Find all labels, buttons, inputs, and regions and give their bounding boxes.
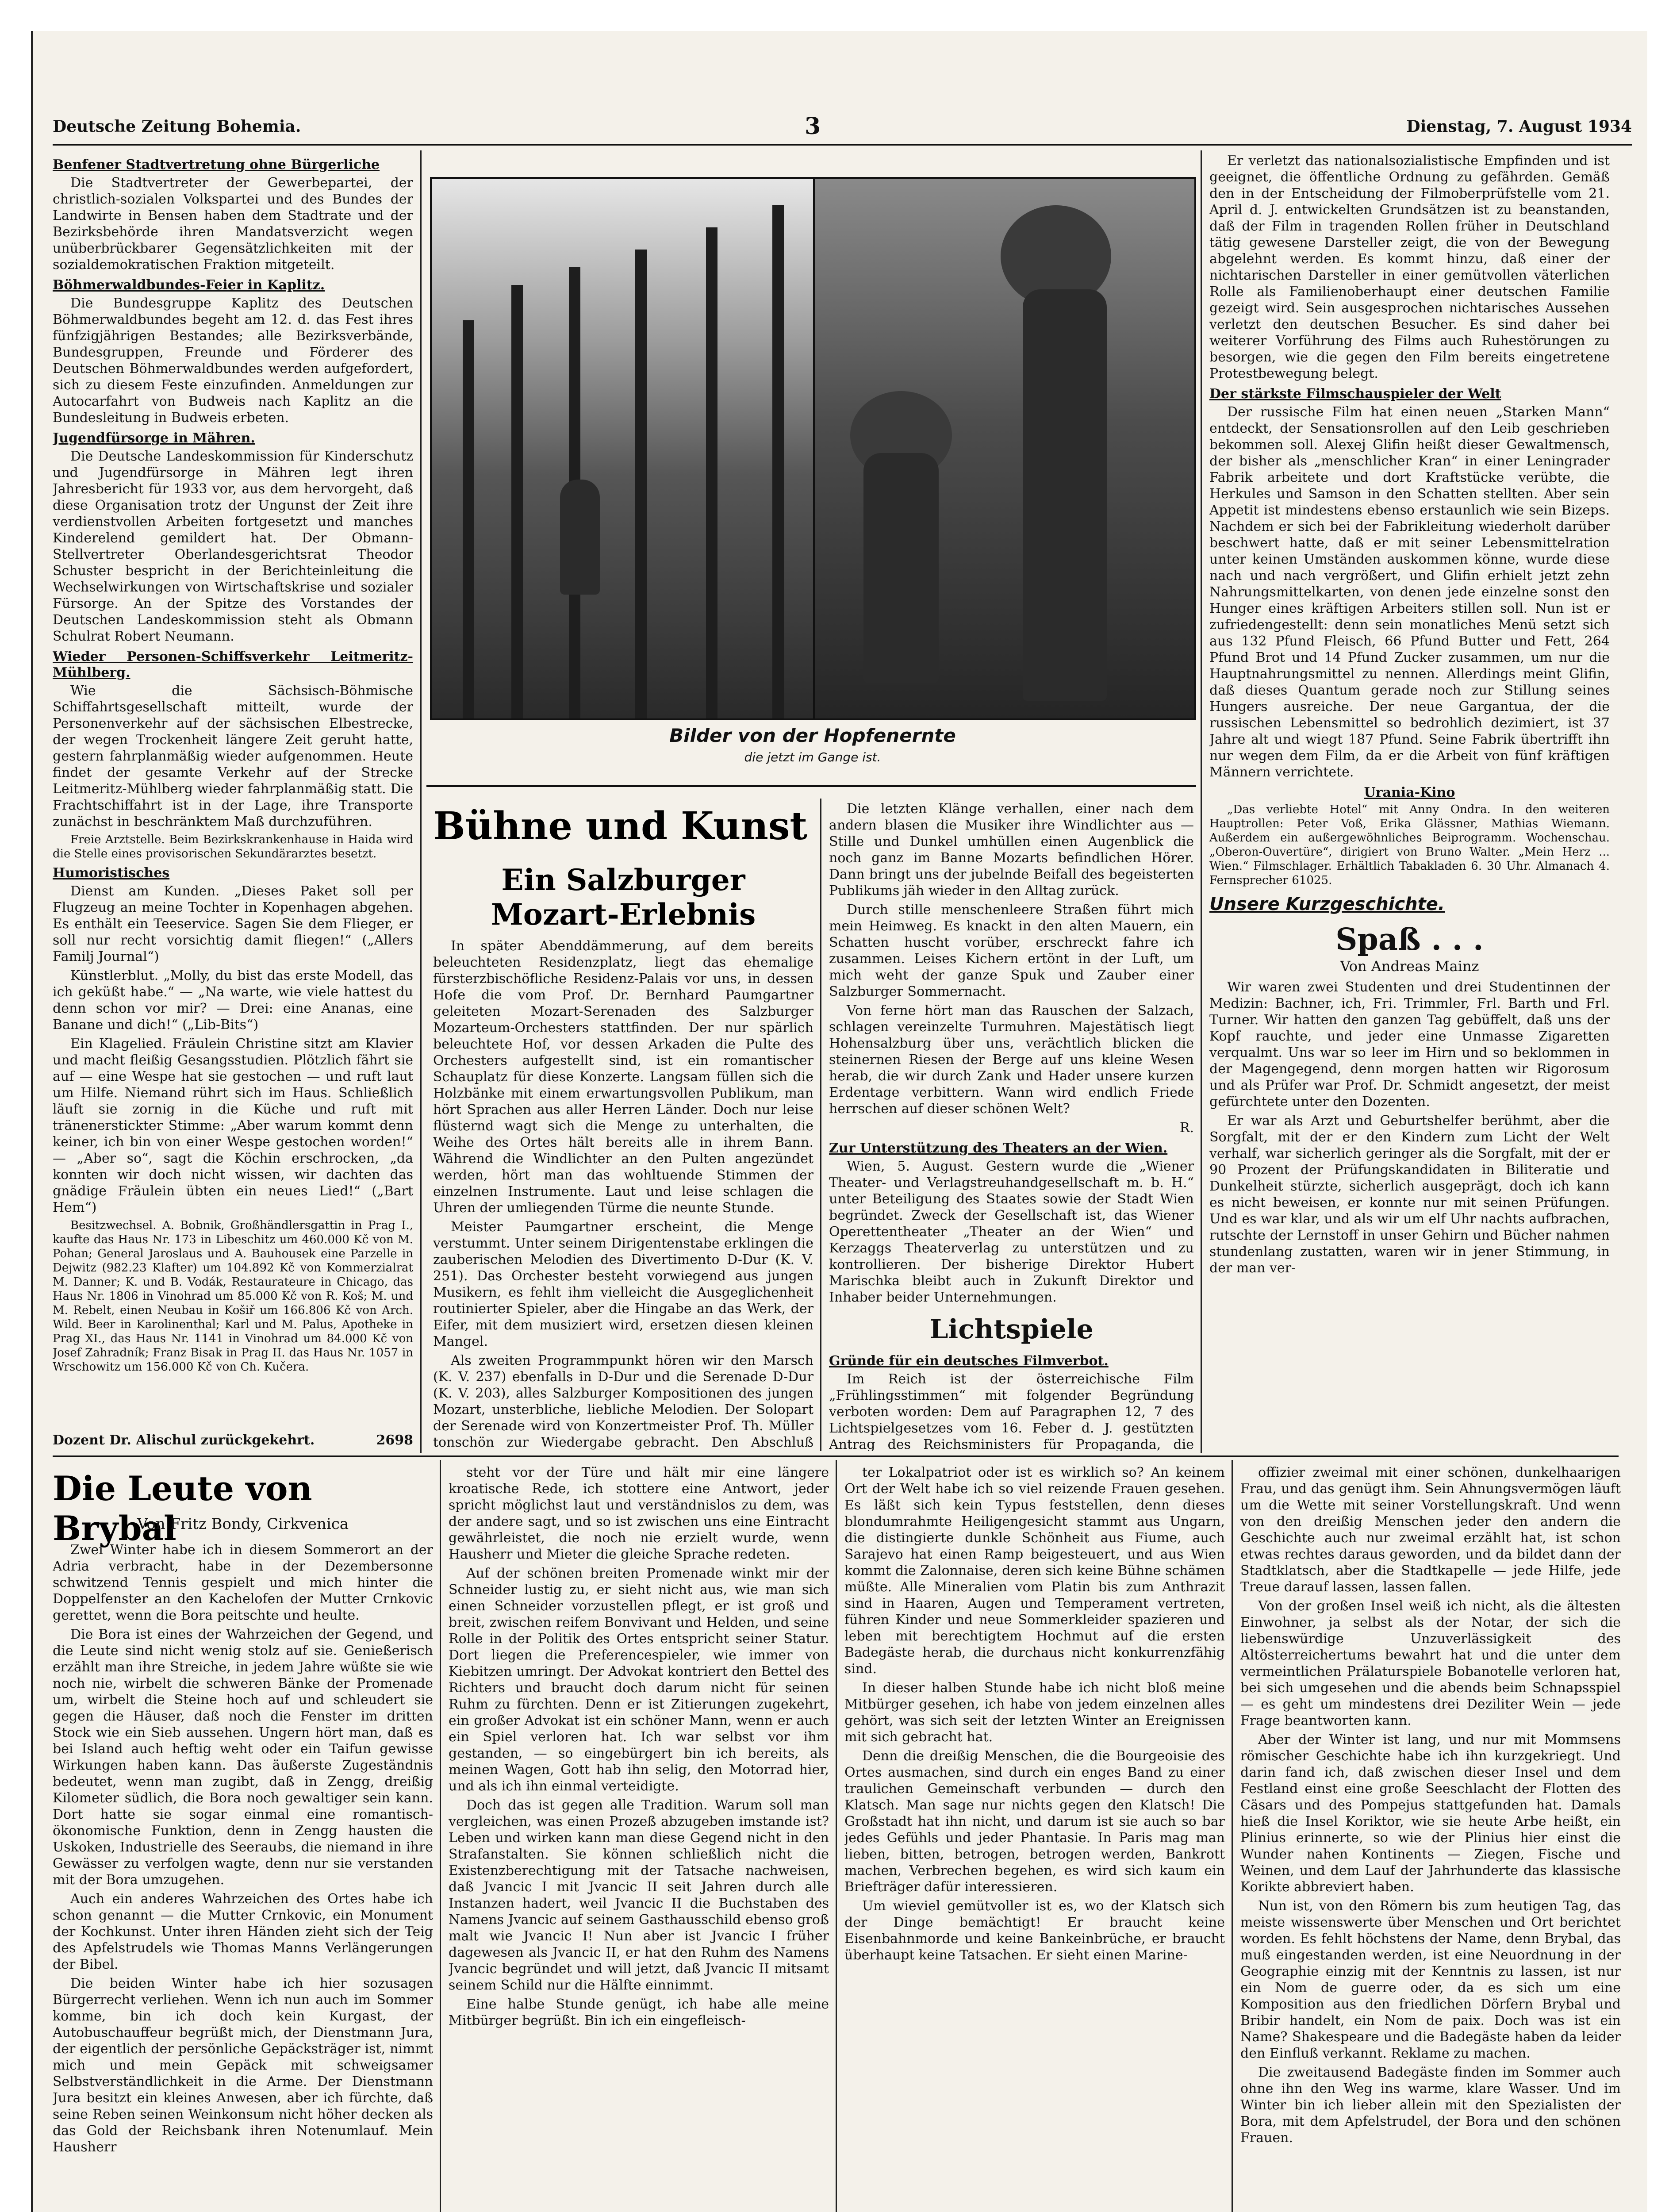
bottom-section-rule (53, 1455, 1619, 1457)
spass-p2: Er war als Arzt und Geburtshelfer berühmt, aber die Sorgfalt, mit der er den Kindern zum Licht der Welt verhalf, war sicherlich geringer als die Sorgfalt, mit der er 90 Prozent der Prüfungskandidaten in Biliteratie und Dunkelheit stürzte, sicherlich ausgeprägt, doch ich kann es nicht beweisen, er konnte nur mit seinen Prüfungen. Und es war klar, und als wir um elf Uhr nachts aufbrachen, rutschte der Lernstoff in unser Gehirn und Bücher nahmen stundenlang zustatten, waren wir in jener Stimmung, in der man ver- (1209, 1113, 1610, 1276)
mozart-p5: Durch stille menschenleere Straßen führt mich mein Heimweg. Es knackt in den alten Mauern, ein Schatten huscht vorüber, erschreckt fahre ich zusammen. Leises Kichern ertönt in der Luft, um mich weht der ganze Spuk und Zauber einer Salzburger Sommernacht. (829, 902, 1194, 999)
brybal-c2-p1: steht vor der Türe und hält mir eine längere kroatische Rede, ich stottere eine Antwort, jeder spricht möglichst laut und verständnislos zu dem, was der andere sagt, und so ist zwischen uns eine Eintracht gewährleistet, die noch nie erzielt wurde, wenn Hausherr und Mieter die gleiche Sprache redeten. (449, 1465, 829, 1562)
column-mozart-1 (433, 938, 813, 1451)
brybal-column-2 (449, 1464, 829, 2212)
article-theater-wien: Wien, 5. August. Gestern wurde die „Wiener Theater- und Verlagstreuhandgesellschaft m. b. H.“ unter Beteiligung des Staates sowie der Stadt Wien begründet. Zweck der Gesellschaft ist, das Wiener Operettentheater „Theater an der Wien“ und Kerzaggs Theaterverlag zu unterstützen und zu kontrollieren. Der bisherige Direktor Hubert Marischka bleibt auch in Zukunft Direktor und Inhaber beider Unternehmungen. (829, 1159, 1194, 1305)
photo-right-pane (815, 179, 1194, 718)
article-filmschauspieler: Der russische Film hat einen neuen „Starken Mann“ entdeckt, der Sensationsrollen auf den Leib geschrieben bekommen soll. Alexej Glifin heißt dieser Gewaltmensch, der bisher als „menschlicher Kran“ in einer Leningrader Fabrik arbeitete und dort Kraftstücke verübte, die Herkules und Samson in den Schatten stellten. Aber sein Appetit ist mindestens ebenso erstaunlich wie sein Bizeps. Nachdem er sich bei der Fabrikleitung wiederholt darüber beschwert hatte, daß er mit seiner Lebensmittelration unter keinen Umständen auskommen könne, wurde diese nach und nach vergrößert, und Glifin erhielt jetzt zehn Nahrungsmittelkarten, von denen jede einzelne sonst den Hunger eines kräftigen Arbeiters stillen soll. Nun ist er zufriedengestellt: denn sein monatliches Menü setzt sich aus 132 Pfund Fleisch, 66 Pfund Butter und Fett, 264 Pfund Brot und 14 Pfund Zucker zusammen, um nur die Hauptnahrungsmittel zu nennen. Allerdings meint Glifin, daß dieses Quantum gerade noch zur Stillung seines Hungers ausreiche. Der neue Gargantua, der die russischen Lebensmittel so bedrohlich dezimiert, ist 37 Jahre alt und wiegt 187 Pfund. Seine Fabrik übertrifft ihn nur wegen dem Film, da er die Arbeit von fünf kräftigen Männern verrichtete. (1209, 404, 1610, 780)
brybal-c1-p1: Zwei Winter habe ich in diesem Sommerort an der Adria verbracht, habe in der Dezembersonne schwitzend Tennis gespielt und mich hinter die Doppelfenster an den Kachelofen der Mutter Crnkovic gerettet, wenn die Bora peitschte und heulte. (53, 1542, 433, 1623)
column-local-news (53, 153, 413, 1429)
filmverbot-continued: Er verletzt das nationalsozialistische Empfinden und ist geeignet, die öffentliche Ordnung zu gefährden. Gemäß den in der Entscheidung der Filmoberprüfstelle vom 21. April d. J. entwickelten Grundsätzen ist zu beanstanden, daß der Film in tragenden Rollen früher in Deutschland tätig gewesene Darsteller zeigt, die von der Bewegung abgelehnt werden. Es kommt hinzu, daß einer der nichtarischen Darsteller in einer gemütvollen väterlichen Rolle als Familienoberhaupt einer deutschen Familie gezeigt wird. Sein ausgesprochen nichtarisches Aussehen verletzt den deutschen Besucher. Es sind daher bei weiterer Vorführung des Films auch Ruhestörungen zu besorgen, wie die gegen den Film bereits eingetretene Protestbewegung belegt. (1209, 153, 1610, 381)
section-title-lichtspiele: Lichtspiele (929, 1314, 1093, 1345)
brybal-c2-p4: Eine halbe Stunde genügt, ich habe alle meine Mitbürger begrüßt. Bin ich ein eingefleisch- (449, 1997, 829, 2028)
mozart-p4: Die letzten Klänge verhallen, einer nach dem andern blasen die Musiker ihre Windlichter aus — Stille und Dunkel umhüllen einen Augenblick die noch ganz im Banne Mozarts befindlichen Hörer. Dann bringt uns der jubelnde Beifall des begeisterten Publikums jäh wieder in den Alltag zurück. (829, 801, 1194, 899)
spass-p1: Wir waren zwei Studenten und drei Studentinnen der Medizin: Bachner, ich, Fri. Trimmler, Frl. Barth und Frl. Turner. Wir hatten den ganzen Tag gebüffelt, daß uns der Kopf rauchte, und jeder eine Unmasse Zigaretten verqualmt. Uns war so leer im Hirn und so beklommen in der Magengegend, denn morgen hatten wir Rigorosum und als Prüfer war Prof. Dr. Schmidt angesetzt, der meist gefürchtete unter den Dozenten. (1209, 979, 1610, 1110)
photo-left-pane (432, 179, 813, 718)
article-schiffsverkehr: Wie die Sächsisch-Böhmische Schiffahrtsgesellschaft mitteilt, wurde der Personenverkehr auf der sächsischen Elbestrecke, der wegen Trockenheit längere Zeit geruht hatte, gestern fahrplanmäßig wieder aufgenommen. Heute findet der gesamte Verkehr auf der Strecke Leitmeritz-Mühlberg wieder fahrplanmäßig statt. Die Frachtschiffahrt ist in der Lage, ihre Transporte zunächst in beschränktem Maß durchzuführen. (53, 683, 413, 830)
section-title-kunst: Bühne und Kunst (433, 804, 808, 849)
photo-caption: Bilder von der Hopfenernte (669, 725, 956, 746)
headline-brybal: Die Leute von Brybal (53, 1469, 312, 1548)
article-kaplitz: Die Bundesgruppe Kaplitz des Deutschen Böhmerwaldbundes begeht am 12. d. das Fest ihres fünfzigjährigen Bestandes; alle Bezirksverbände, Bundesgruppen, Freunde und Förderer des Deutschen Böhmerwaldbundes werden aufgefordert, sich zu diesem Feste einzufinden. Anmeldungen zur Autocarfahrt von Budweis nach Kaplitz an die Bundesleitung in Budweis erbeten. (53, 296, 413, 426)
column-rule-2 (820, 799, 821, 1451)
headline-bensen: Benfener Stadtvertretung ohne Bürgerliche (53, 157, 380, 173)
carrier-figure-left (863, 453, 939, 683)
brybal-c1-p3: Auch ein anderes Wahrzeichen des Ortes habe ich schon genannt — die Mutter Crnkovic, ein Monument der Kochkunst. Unter ihren Händen zieht sich der Teig des Apfelstrudels wie Thomas Manns Verlängerungen der Bibel. (53, 1891, 433, 1972)
column-rule-3 (1201, 150, 1202, 1453)
brybal-c4-p1: offizier zweimal mit einer schönen, dunkelhaarigen Frau, und das genügt ihm. Sein Ahnungsvermögen läuft um die Wette mit seiner Vorstellungskraft. Und wenn von den dreißig Menschen jeder den andern die Geschichte auch nur zweimal erzählt hat, ist schon etwas rechtes daraus geworden, und da bildet dann der Stadtklatsch, aber die Stadtkapelle — jede Hilfe, jede Treue darauf lassen, lassen fallen. (1240, 1465, 1621, 1595)
mozart-p1: In später Abenddämmerung, auf dem bereits beleuchteten Residenzplatz, liegt das ehemalige fürsterzbischöfliche Residenz-Palais vor uns, in dessen Hofe die vom Prof. Dr. Bernhard Paumgartner geleiteten Mozart-Serenaden des Salzburger Mozarteum-Orchesters stattfinden. Der nur spärlich beleuchtete Hof, vor dessen Arkaden die Pulte des Orchesters aufgestellt sind, ist ein romantischer Schauplatz für diese Konzerte. Langsam füllen sich die Holzbänke mit einem erwartungsvollen Publikum, man hört Sprachen aus aller Herren Länder. Doch nur leise flüsternd wagt sich die Menge zu unterhalten, die Weihe des Ortes hält bereits alle in ihrem Bann. Während die Windlichter an den Pulten angezündet werden, hört man das wohltuende Stimmen der einzelnen Instrumente. Laut und leise schlagen die Uhren der umliegenden Türme die neunte Stunde. (433, 938, 813, 1216)
brybal-column-3 (844, 1464, 1225, 2212)
brybal-column-1 (53, 1542, 433, 2212)
notice-arztstelle: Freie Arztstelle. Beim Bezirkskrankenhause in Haida wird die Stelle eines provisorischen Sekundärarztes besetzt. (53, 833, 413, 860)
headline-filmverbot: Gründe für ein deutsches Filmverbot. (829, 1353, 1109, 1369)
article-urania-kino: „Das verliebte Hotel“ mit Anny Ondra. In den weiteren Hauptrollen: Peter Voß, Erika Glässner, Mathias Wiemann. Außerdem ein außergewöhnliches Beiprogramm. Wochenschau. „Oberon-Ouvertüre“, dirigiert von Bruno Walter. „Mein Herz ... Wien.“ Filmschlager. Erhältlich Tabakladen 6. 30 Uhr. Almanach 4. Fernsprecher 61025. (1209, 803, 1610, 887)
byline-spass: Von Andreas Mainz (1340, 958, 1479, 975)
section-rule (426, 785, 1196, 787)
mozart-p2: Meister Paumgartner erscheint, die Menge verstummt. Unter seinem Dirigentenstabe erklingen die zauberischen Melodien des Divertimento D-Dur (K. V. 251). Das Orchester besteht vorwiegend aus jungen Musikern, es fehlt ihm vielleicht die Ausgeglichenheit routinierter Spieler, aber die Hingabe an das Werk, der Eifer, mit dem musiziert wird, ersetzen diesen kleinen Mangel. (433, 1219, 813, 1349)
mozart-p6: Von ferne hört man das Rauschen der Salzach, schlagen vereinzelte Turmuhren. Majestätisch liegt Hohensalzburg über uns, verächtlich blicken die steinernen Riesen der Berge auf uns kleine Wesen herab, die wir durch Zank und Hader unsere kurzen Erdentage verbittern. Wann wird endlich Friede herrschen auf dieser schönen Welt? (829, 1003, 1194, 1117)
notice-besitzwechsel: Besitzwechsel. A. Bobnik, Großhändlersgattin in Prag I., kaufte das Haus Nr. 173 in Libeschitz um 460.000 Kč von M. Pohan; General Jaroslaus und A. Bauhousek eine Parzelle in Dejwitz (982.23 Klafter) um 104.892 Kč von Kommerzialrat M. Danner; K. und B. Vodák, Restaurateure in Chicago, das Haus Nr. 1806 in Vinohrad um 85.000 Kč von R. Koš; M. und M. Rebelt, einen Neubau in Košiř um 166.806 Kč von Arch. Wild. Beer in Karolinenthal; Karl und M. Palus, Apotheke in Prag XI., das Haus Nr. 1141 in Vinohrad um 84.000 Kč von Josef Zahradník; Franz Bisak in Prag II. das Haus Nr. 1057 in Wrschowitz um 156.000 Kč von Ch. Kučera. (53, 1219, 413, 1374)
column-mozart-2 (829, 801, 1194, 1451)
page-header (53, 113, 1632, 146)
article-jugendfuersorge: Die Deutsche Landeskommission für Kinderschutz und Jugendfürsorge in Mähren legt ihren Jahresbericht für 1933 vor, aus dem hervorgeht, daß diese Organisation trotz der Ungunst der Zeit ihre verdienstvollen Arbeiten fortgesetzt und manches Kinderelend gemildert hat. Der Obmann-Stellvertreter Oberlandesgerichtsrat Theodor Schuster bespricht in der Berichteinleitung die Wechselwirkungen von Wirtschaftskrise und sozialer Fürsorge. An der Spitze des Vorstandes der Deutschen Landeskommission steht als Obmann Schulrat Robert Neumann. (53, 449, 413, 644)
column-film-kurzgeschichte (1209, 153, 1610, 1451)
brybal-c4-p2: Von der großen Insel weiß ich nicht, als die ältesten Einwohner, ja selbst als der Notar, der sich die liebenswürdige Unzuverlässigkeit des Altösterreichertums bewahrt hat und die unter dem vermeintlichen Prälaturspiele Bobanotelle verloren hat, bei sich umgesehen und die abends beim Schnapsspiel — es geht um mindestens drei Deziliter Wein — jede Frage beantworten kann. (1240, 1598, 1621, 1728)
brybal-c1-p2: Die Bora ist eines der Wahrzeichen der Gegend, und die Leute sind nicht wenig stolz auf sie. Genießerisch erzählt man ihre Streiche, in jedem Jahre wüßte sie wie noch nie, wirbelt die schweren Bänke der Promenade um, wirbelt die Steine hoch auf und schleudert sie gegen die Häuser, daß noch die Fenster im dritten Stock wie ein Sieb aussehen. Ungern hört man, daß es bei Island auch heftig weht oder ein Taifun gewisse Wirkungen haben kann. Das äußerste Zugeständnis bedeutet, wenn man zugibt, daß in Zengg, dreißig Kilometer südlich, die Bora noch gewaltiger sein kann. Dort hatte sie sogar einmal eine romantisch-ökonomische Funktion, denn in Zengg hausten die Uskoken, Industrielle des Seeraubs, die niemand in ihre Gewässer zu verfolgen wagte, denn nur sie verstanden mit der Bora umzugehen. (53, 1627, 433, 1888)
brybal-c4-p5: Die zweitausend Badegäste finden im Sommer auch ohne ihn den Weg ins warme, klare Wasser. Und im Winter bin ich lieber allein mit den Spezialisten der Bora, mit dem Apfelstrudel, der Bora und den schönen Frauen. (1240, 2065, 1621, 2146)
column-rule-1 (420, 150, 422, 1453)
headline-filmschauspieler: Der stärkste Filmschauspieler der Welt (1209, 386, 1501, 402)
footer-note (53, 1432, 413, 1448)
brybal-c2-p3: Doch das ist gegen alle Tradition. Warum soll man vergleichen, was einen Prozeß abzugeben imstande ist? Leben und wirken kann man diese Gegend nicht in den Strafanstalten. Sie können schließlich nicht die Existenzberechtigung mit der Tatsache nachweisen, daß Jvancic I mit Jvancic II seit Jahren durch alle Instanzen hadert, weil Jvancic II die Buchstaben des Namens Jvancic auf seinem Gasthausschild ebenso groß malt wie Jvancic I! Nun aber ist Jvancic I früher dagewesen als Jvancic II, er hat den Ruhm des Namens Jvancic begründet und will jetzt, daß Jvancic II mitsamt seinem Schild nur die Hälfte einnimmt. (449, 1797, 829, 1993)
brybal-c3-p1: ter Lokalpatriot oder ist es wirklich so? An keinem Ort der Welt habe ich so viel reizende Frauen gesehen. Es läßt sich kein Typus feststellen, denn dieses blondumrahmte Heiligengesicht stammt aus Ungarn, die distingierte dunkle Schönheit aus Fiume, auch Sarajevo hat einen Ramp beigesteuert, und aus Wien kommt die Zalonnaise, deren sich keine Bühne schämen müßte. Alle Mineralien vom Platin bis zum Anthrazit sind in Haaren, Augen und Temperament vertreten, führen Kinder und neue Sommerkleider spazieren und leben mit berechtigtem Hochmut auf die ersten Badegäste herab, die durchaus nicht konkurrenzfähig sind. (844, 1465, 1225, 1677)
carrier-figure (1023, 289, 1107, 701)
headline-jugendfuersorge: Jugendfürsorge in Mähren. (53, 430, 255, 446)
brybal-c4-p3: Aber der Winter ist lang, und nur mit Mommsens römischer Geschichte habe ich ihn kurzgekriegt. Und darin fand ich, daß zwischen dieser Insel und dem Festland einst eine große Seeschlacht der Flotten des Cäsars und des Pompejus stattgefunden hat. Damals hieß die Insel Koriktor, wie sie heute Arbe heißt, ein Plinius erinnerte, so wie der Plinius hier einst die Wunder nahen Kontinents — Ziegen, Fische und Weinen, und dem Lauf der Jahrhunderte das klassische Korikte abbreviert haben. (1240, 1732, 1621, 1895)
kurzgeschichte-label: Unsere Kurzgeschichte. (1209, 894, 1445, 914)
joke-klagelied: Ein Klagelied. Fräulein Christine sitzt am Klavier und macht fleißig Gesangsstudien. Plötzlich fährt sie auf — eine Wespe hat sie gestochen — und ruft laut um Hilfe. Niemand rührt sich im Haus. Schließlich läuft sie zornig in die Küche und ruft mit tränenerstickter Stimme: „Aber warum kommt denn keiner, ich bin von einer Wespe gestochen worden!“ — „Aber so“, sagt die Köchin erschrocken, „da konnten wir doch nicht wissen, wir dachten das gnädige Fräulein übten ein neues Lied!“ („Bart Hem“) (53, 1036, 413, 1215)
footer-note-number: 2698 (376, 1432, 413, 1448)
headline-theater-wien: Zur Unterstützung des Theaters an der Wien. (829, 1141, 1168, 1156)
headline-urania-kino: Urania-Kino (1364, 785, 1455, 800)
brybal-c3-p3: Denn die dreißig Menschen, die die Bourgeoisie des Ortes ausmachen, sind durch ein enges Band zu einer traulichen Gemeinschaft verbunden — durch den Klatsch. Man sage nur nichts gegen den Klatsch! Die Großstadt hat ihn nicht, und darum ist sie auch so bar jedes Gefühls und jeder Phantasie. In Paris mag man lieben, bitten, betrogen, betrogen werden, Bankrott machen, Verbrechen begehen, es wird sich kaum ein Briefträger dafür interessieren. (844, 1748, 1225, 1895)
page-number: 3 (805, 113, 821, 140)
worker-figure (560, 480, 600, 595)
headline-humoristisches: Humoristisches (53, 865, 170, 881)
footer-note-text: Dozent Dr. Alischul zurückgekehrt. (53, 1432, 315, 1448)
newspaper-page (31, 31, 1647, 2212)
hop-harvest-photo (430, 177, 1196, 720)
headline-kaplitz: Böhmerwaldbundes-Feier in Kaplitz. (53, 277, 325, 293)
mozart-p3: Als zweiten Programmpunkt hören wir den Marsch (K. V. 237) ebenfalls in D-Dur und die Serenade D-Dur (K. V. 203), alles Salzburger Kompositionen des jungen Mozart, unsterbliche, liebliche Melodien. Der Solopart der Serenade wird von Konzertmeister Prof. Th. Müller tonschön zur Wiedergabe gebracht. Den Abschluß (433, 1353, 813, 1450)
headline-mozart: Ein Salzburger Mozart-Erlebnis (491, 863, 756, 932)
brybal-c1-p4: Die beiden Winter habe ich hier sozusagen Bürgerrecht verliehen. Wenn ich nun auch im Sommer komme, bin ich doch kein Kurgast, der Autobuschauffeur begrüßt mich, der Dienstmann Jura, der eigentlich der persönliche Gepäcksträger ist, nimmt mich und mein Gepäck mit schweigsamer Selbstverständlichkeit in die Arme. Der Dienstmann Jura besitzt ein kleines Anwesen, aber ich fürchte, daß seine Reben seinen Weinkonsum nicht höher decken als das Gold der Reichsbank ihren Notenumlauf. Mein Hausherr (53, 1976, 433, 2155)
joke-kuenstlerblut: Künstlerblut. „Molly, du bist das erste Modell, das ich geküßt habe.“ — „Na warte, wie viele hattest du denn schon vor mir? — Drei: eine Ananas, eine Banane und dich!“ („Lib-Bits“) (53, 968, 413, 1033)
photo-subcaption: die jetzt im Gange ist. (744, 750, 881, 764)
article-bensen: Die Stadtvertreter der Gewerbepartei, der christlich-sozialen Volkspartei und des Bundes der Landwirte in Bensen haben dem Stadtrate und der Bezirksbehörde ihren Mandatsverzicht wegen unüberbrückbarer Gegensätzlichkeiten mit der sozialdemokratischen Fraktion mitgeteilt. (53, 175, 413, 273)
article-filmverbot: Im Reich ist der österreichische Film „Frühlingsstimmen“ mit folgender Begründung verboten worden: Dem auf Paragraphen 12, 7 des Lichtspielgesetzes vom 16. Feber d. J. gestützten Antrag des Reichsministers für Propaganda, die (829, 1371, 1194, 1451)
newspaper-name: Deutsche Zeitung Bohemia. (53, 117, 301, 136)
brybal-c3-p2: In dieser halben Stunde habe ich nicht bloß meine Mitbürger gesehen, ich habe von jedem einzelnen alles gehört, was sich seit der letzten Winter an Ereignissen mit sich gebracht hat. (844, 1680, 1225, 1745)
byline-brybal: Von Fritz Bondy, Cirkvenica (137, 1515, 349, 1533)
issue-date: Dienstag, 7. August 1934 (1406, 117, 1632, 136)
mozart-signature: R. (1179, 1120, 1194, 1136)
brybal-c2-p2: Auf der schönen breiten Promenade winkt mir der Schneider lustig zu, er sieht nicht aus, wie man sich einen Schneider vorzustellen pflegt, er ist groß und breit, zwischen reifem Bonvivant und Helden, und seine Rolle in der Politik des Ortes entspricht seiner Statur. Dort liegen die Preferencespieler, wie immer von Kiebitzen umringt. Der Advokat kontriert den Bettel des Richters und braucht doch darum nicht für seinen Ruhm zu fürchten. Denn er ist Zitierungen zugekehrt, ein großer Advokat ist ein schöner Mann, wenn er auch ein Spiel verloren hat. Ich war selbst vor ihm gestanden, — so eingebürgert bin ich bereits, als meinen Wagen, Gott hab ihn selig, den Motorrad hier, und als ich ihn einmal verteidigte. (449, 1566, 829, 1794)
brybal-c4-p4: Nun ist, von den Römern bis zum heutigen Tag, das meiste wissenswerte über Menschen und Ort berichtet worden. Es fehlt höchstens der Name, denn Brybal, das muß eingestanden werden, ist eine Neuordnung in der Geographie einzig mit der Kenntnis zu lassen, ist nur ein Nom de guerre oder, da es sich um eine Komposition aus den friedlichen Dörfern Brybal und Bribir handelt, ein Nom de paix. Doch was ist ein Name? Shakespeare und die Badegäste haben da leider den Einfluß verkannt. Reklame zu machen. (1240, 1898, 1621, 2061)
headline-spass: Spaß . . . (1335, 922, 1484, 957)
brybal-c3-p4: Um wieviel gemütvoller ist es, wo der Klatsch sich der Dinge bemächtigt! Er braucht keine Eisenbahnmorde und keine Bankeinbrüche, er braucht überhaupt keine Tatsachen. Er sieht einen Marine- (844, 1898, 1225, 1963)
headline-schiffsverkehr: Wieder Personen-Schiffsverkehr Leitmeritz-Mühlberg. (53, 649, 413, 680)
brybal-column-4 (1240, 1464, 1621, 2212)
joke-dienst-am-kunden: Dienst am Kunden. „Dieses Paket soll per Flugzeug an meine Tochter in Kopenhagen abgehen. Es enthält ein Teeservice. Sagen Sie dem Flieger, er soll nur recht vorsichtig damit fliegen!“ („Allers Familj Journal“) (53, 883, 413, 964)
